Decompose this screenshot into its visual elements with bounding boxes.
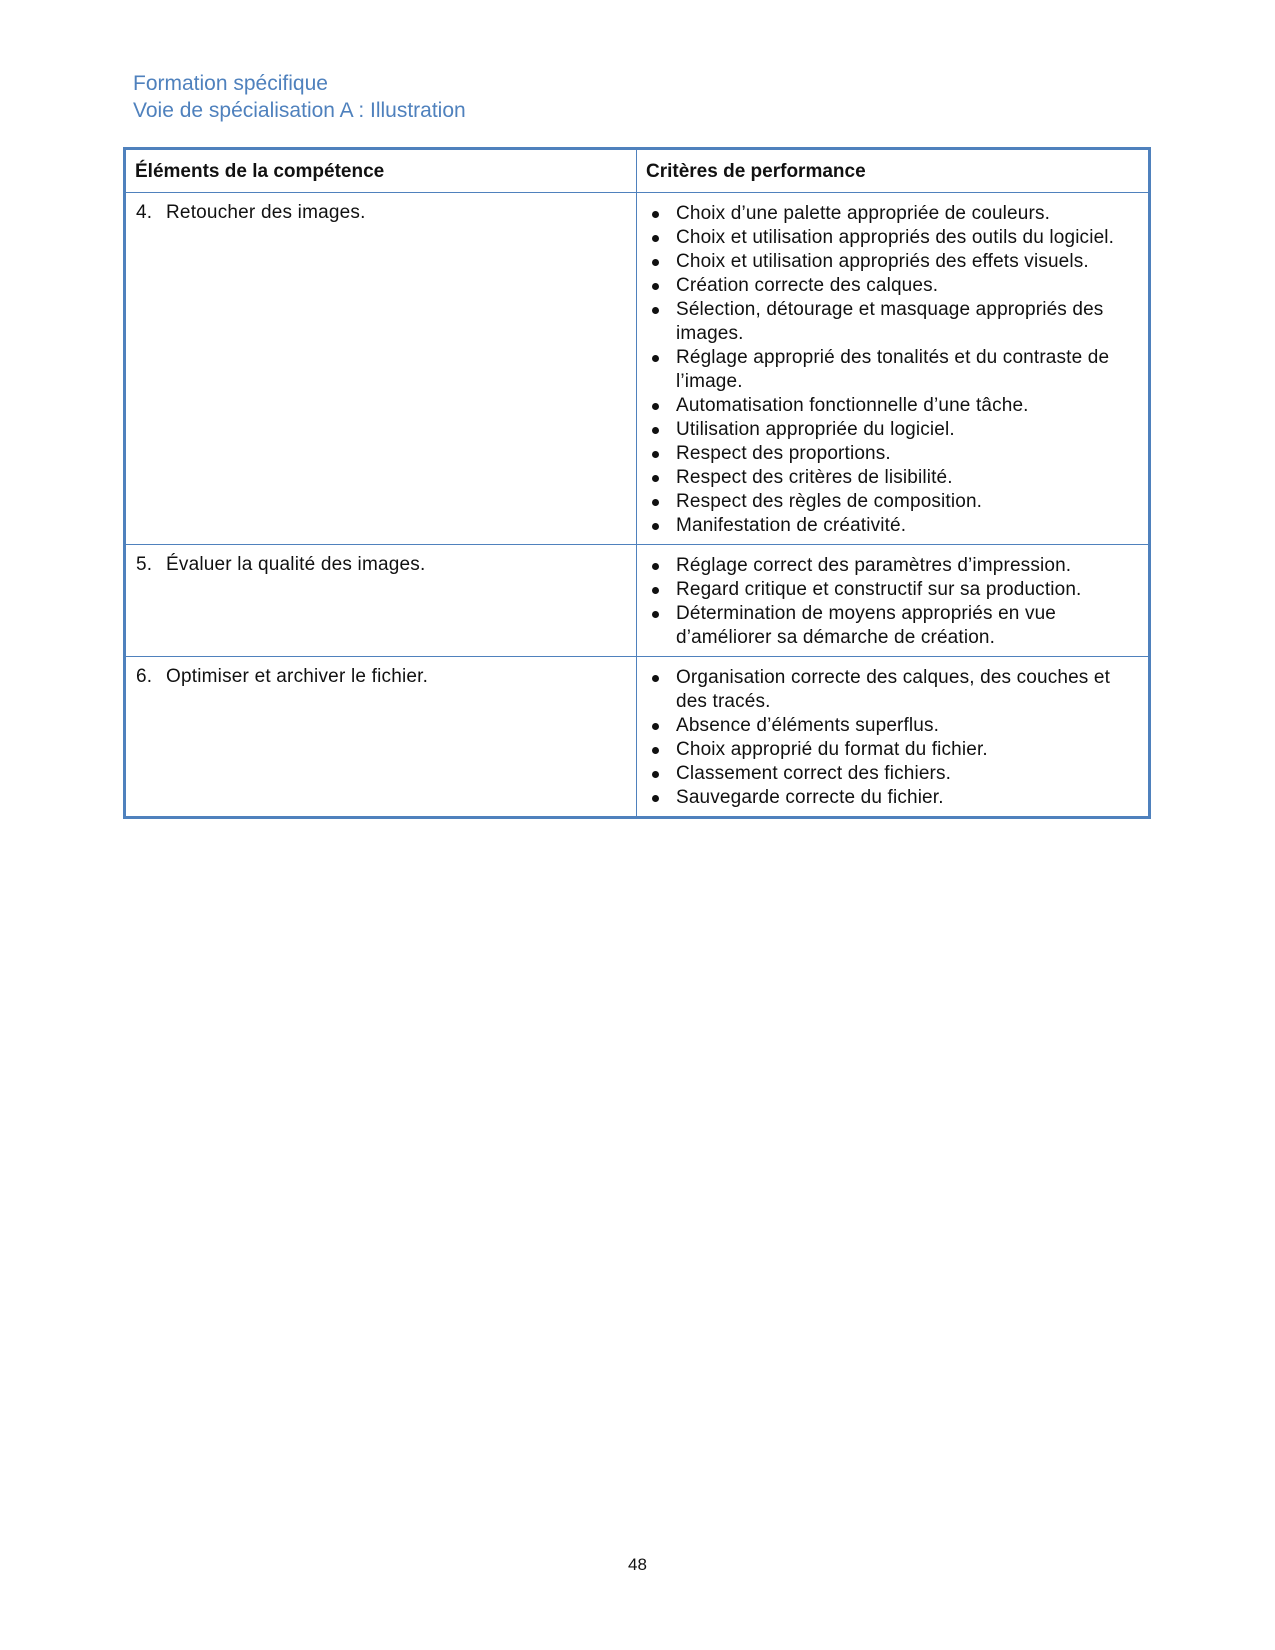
criteria-item: Sélection, détourage et masquage appropriés des images. — [646, 298, 1138, 346]
criteria-item: Respect des critères de lisibilité. — [646, 466, 1138, 490]
criteria-item: Choix approprié du format du fichier. — [646, 738, 1138, 762]
criteria-item: Création correcte des calques. — [646, 274, 1138, 298]
element-text: Retoucher des images. — [166, 202, 366, 223]
element-text: Évaluer la qualité des images. — [166, 554, 426, 575]
page-number: 48 — [628, 1555, 647, 1574]
element-number: 5. — [136, 554, 153, 575]
element-cell — [125, 657, 637, 818]
element-cell — [125, 193, 637, 545]
criteria-cell — [637, 193, 1150, 545]
criteria-item: Manifestation de créativité. — [646, 514, 1138, 538]
criteria-item: Choix d’une palette appropriée de couleurs. — [646, 202, 1138, 226]
criteria-item: Organisation correcte des calques, des couches et des tracés. — [646, 666, 1138, 714]
criteria-item: Respect des règles de composition. — [646, 490, 1138, 514]
element-number: 6. — [136, 666, 153, 687]
criteria-item: Respect des proportions. — [646, 442, 1138, 466]
table-header-row — [125, 149, 1150, 193]
criteria-item: Utilisation appropriée du logiciel. — [646, 418, 1138, 442]
criteria-item: Choix et utilisation appropriés des outils du logiciel. — [646, 226, 1138, 250]
header-subtitle: Voie de spécialisation A : Illustration — [133, 99, 466, 122]
element-number: 4. — [136, 202, 153, 223]
competence-table — [123, 147, 1151, 819]
header-title: Formation spécifique — [133, 72, 328, 95]
criteria-item: Automatisation fonctionnelle d’une tâche. — [646, 394, 1138, 418]
criteria-item: Réglage approprié des tonalités et du contraste de l’image. — [646, 346, 1138, 394]
element-text: Optimiser et archiver le fichier. — [166, 666, 429, 687]
criteria-item: Sauvegarde correcte du fichier. — [646, 786, 1138, 810]
table-row — [125, 545, 1150, 657]
criteria-cell — [637, 657, 1150, 818]
table-row — [125, 193, 1150, 545]
criteria-list — [646, 202, 1138, 538]
criteria-item: Absence d’éléments superflus. — [646, 714, 1138, 738]
element-cell — [125, 545, 637, 657]
criteria-item: Classement correct des fichiers. — [646, 762, 1138, 786]
column-header-elements: Éléments de la compétence — [125, 149, 637, 193]
criteria-list — [646, 554, 1138, 650]
criteria-item: Détermination de moyens appropriés en vue d’améliorer sa démarche de création. — [646, 602, 1138, 650]
table-row — [125, 657, 1150, 818]
criteria-item: Choix et utilisation appropriés des effets visuels. — [646, 250, 1138, 274]
criteria-cell — [637, 545, 1150, 657]
criteria-item: Réglage correct des paramètres d’impression. — [646, 554, 1138, 578]
page-header — [133, 70, 466, 124]
column-header-criteria: Critères de performance — [637, 149, 1150, 193]
criteria-list — [646, 666, 1138, 810]
criteria-item: Regard critique et constructif sur sa production. — [646, 578, 1138, 602]
